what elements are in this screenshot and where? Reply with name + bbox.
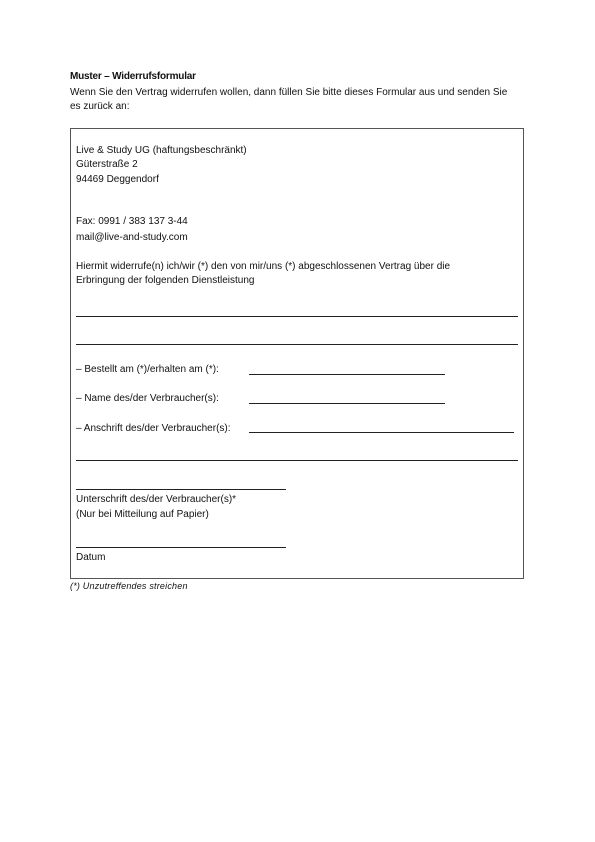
consumer-address-label: – Anschrift des/der Verbraucher(s): xyxy=(76,423,231,434)
service-line-2[interactable] xyxy=(76,344,518,345)
recipient-street: Güterstraße 2 xyxy=(76,159,138,170)
recipient-company: Live & Study UG (haftungsbeschränkt) xyxy=(76,145,247,156)
consumer-name-line[interactable] xyxy=(249,403,445,404)
consumer-address-line-2[interactable] xyxy=(76,460,518,461)
signature-note: (Nur bei Mitteilung auf Papier) xyxy=(76,509,209,520)
consumer-address-line-1[interactable] xyxy=(249,432,514,433)
recipient-email: mail@live-and-study.com xyxy=(76,232,188,243)
form-heading: Muster – Widerrufsformular xyxy=(70,71,196,82)
ordered-date-line[interactable] xyxy=(249,374,445,375)
form-intro: Wenn Sie den Vertrag widerrufen wollen, dann füllen Sie bitte dieses Formular aus und senden Sie es zurück an: xyxy=(70,87,508,112)
date-label: Datum xyxy=(76,552,106,563)
recipient-city: 94469 Deggendorf xyxy=(76,174,159,185)
service-line-1[interactable] xyxy=(76,316,518,317)
footnote: (*) Unzutreffendes streichen xyxy=(70,581,188,591)
declaration-line-2: Erbringung der folgenden Dienstleistung xyxy=(76,275,255,286)
signature-label: Unterschrift des/der Verbraucher(s)* xyxy=(76,494,237,505)
recipient-fax: Fax: 0991 / 383 137 3-44 xyxy=(76,216,188,227)
consumer-name-label: – Name des/der Verbraucher(s): xyxy=(76,393,219,404)
ordered-date-label: – Bestellt am (*)/erhalten am (*): xyxy=(76,364,219,375)
signature-line[interactable] xyxy=(76,489,286,490)
date-line[interactable] xyxy=(76,547,286,548)
declaration-line-1: Hiermit widerrufe(n) ich/wir (*) den von mir/uns (*) abgeschlossenen Vertrag über die xyxy=(76,261,451,272)
